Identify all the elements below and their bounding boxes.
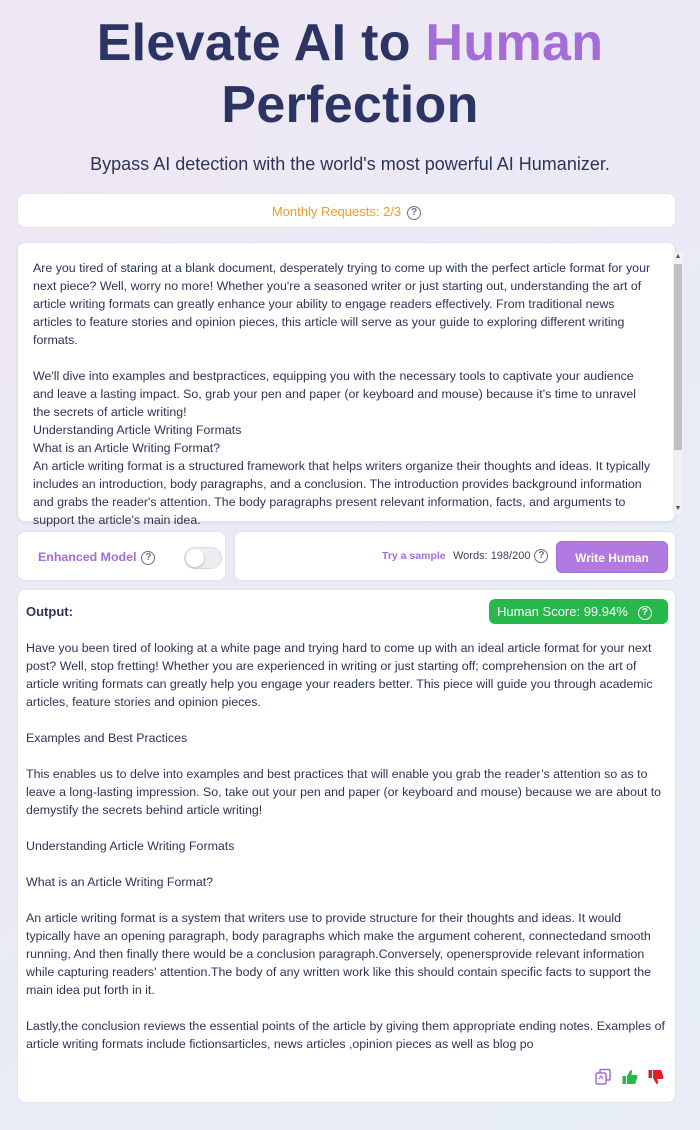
title-part2: Perfection [221, 76, 479, 134]
monthly-requests-label: Monthly Requests: 2/3 [271, 204, 402, 219]
title-part1: Elevate AI to [96, 14, 426, 72]
enhanced-model [38, 550, 155, 565]
input-textarea-card[interactable] [17, 242, 682, 527]
write-human-button[interactable]: Write Human [556, 541, 668, 573]
word-count [453, 549, 548, 563]
output-text: Have you been tired of looking at a white page and trying hard to come up with an ideal article format for your next post? Well, stop fretting! Whether you are experienced in writing or just starting off; comprehension on the art of article writing formats can greatly help you engage your readers better. This piece will guide you through academic articles, feature stories and opinion pieces. Examples and Best Practices This enables us to delve into examples and best practices that will enable you grab the reader’s attention so as to leave a long-lasting impression. So, take out your pen and paper (or keyboard and mouse) because we are about to demystify the secrets behind article writing! Understanding Article Writing Formats What is an Article Writing Format? An article writing format is a system that writers use to provide structure for their thoughts and ideas. It would typically have an opening paragraph, body paragraphs which make the argument coherent, connectedand smooth running, And then finally there would be a conclusion paragraph.Conversely, openersprovide relevant information while capturing readers' attention.The body of any written work like this should contain specific facts to support the main idea put forth in it. Lastly,the conclusion reviews the essential points of the article by giving them appropriate ending notes. Examples of article writing formats include fictionsarticles, news articles ,opinion pieces as well as blog po [26, 641, 665, 1051]
output-card [17, 589, 676, 1103]
monthly-requests [18, 204, 675, 220]
scroll-down-arrow-icon[interactable]: ▼ [674, 505, 682, 512]
input-textarea[interactable]: Are you tired of staring at a blank document, desperately trying to come up with the perfect article format for your next piece? Well, worry no more! Whether you're a seasoned writer or just starting out, understanding the art of article writing formats can greatly enhance your ability to engage readers effectively. From traditional news articles to feature stories and opinion pieces, this article will serve as your guide to exploring different writing formats. We'll dive into examples and bestpractices, equipping you with the necessary tools to captivate your audience and leave a lasting impact. So, grab your pen and paper (or keyboard and mouse) because it's time to unravel the secrets of article writing! Understanding Article Writing Formats What is an Article Writing Format? An article writing format is a structured framework that helps writers organize their thoughts and ideas. It typically includes an introduction, body paragraphs, and a conclusion. The introduction provides background information and grabs the reader's attention. The body paragraphs present relevant information, facts, and arguments to support the article's main idea. [33, 261, 651, 527]
action-bar [234, 531, 676, 581]
title-accent: Human [425, 14, 604, 72]
scrollbar[interactable] [673, 252, 683, 514]
page-title [0, 12, 700, 136]
copy-icon[interactable] [594, 1068, 612, 1086]
monthly-requests-bar [17, 193, 676, 228]
enhanced-model-label: Enhanced Model [38, 550, 137, 564]
human-score: Human Score: 99.94% [497, 604, 628, 619]
scroll-thumb[interactable] [674, 264, 682, 450]
subtitle: Bypass AI detection with the world's most powerful AI Humanizer. [90, 154, 610, 174]
question-icon[interactable]: ? [638, 606, 652, 620]
scroll-up-arrow-icon[interactable]: ▲ [674, 253, 682, 260]
toggle-knob [186, 549, 204, 567]
enhanced-model-card [17, 531, 226, 581]
try-sample-link[interactable]: Try a sample [382, 550, 446, 562]
output-label: Output: [26, 604, 73, 619]
question-icon[interactable]: ? [141, 551, 155, 565]
thumbs-up-icon[interactable] [621, 1068, 639, 1086]
question-icon[interactable]: ? [407, 206, 421, 220]
thumbs-down-icon[interactable] [647, 1068, 665, 1086]
question-icon[interactable]: ? [534, 549, 548, 563]
word-count-label: Words: 198/200 [453, 549, 531, 562]
enhanced-model-toggle[interactable] [184, 547, 222, 569]
human-score-badge [489, 599, 668, 624]
